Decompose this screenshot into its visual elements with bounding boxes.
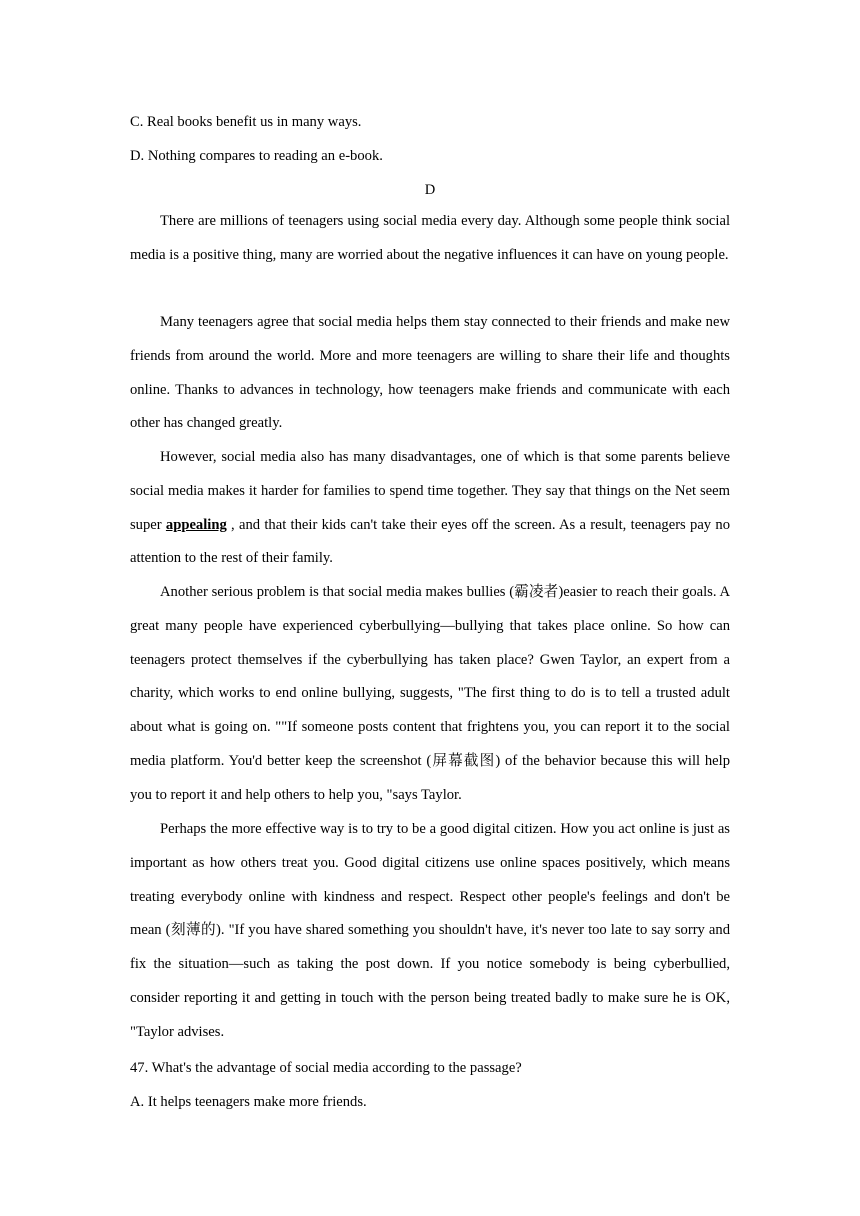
option-c: C. Real books benefit us in many ways. — [130, 114, 362, 130]
highlighted-word: appealing — [165, 516, 227, 533]
paragraph-2: Many teenagers agree that social media helps them stay connected to their friends and make new friends from around the world. More and more teenagers are willing to share their life and thoughts online. Thanks to advances in technology, how teenagers make friends and communicate with each other has changed greatly. — [130, 314, 730, 432]
paragraph-1: There are millions of teenagers using social media every day. Although some people think social media is a positive thing, many are worried about the negative influences it can have on young people. — [130, 213, 730, 263]
option-d: D. Nothing compares to reading an e-book. — [130, 148, 383, 164]
paragraph-3-text-before: However, social media also has many disadvantages, one of which is that some parents believe social media makes it harder for families to spend time together. They say that things on the Net seem super — [130, 449, 730, 533]
question-option-a: A. It helps teenagers make more friends. — [130, 1094, 367, 1110]
question-47: 47. What's the advantage of social media according to the passage? — [130, 1060, 522, 1076]
section-heading: D — [424, 182, 436, 198]
paragraph-4: Another serious problem is that social media makes bullies (霸凌者)easier to reach their goals. A great many people have experienced cyberbullying—bullying that takes place online. So how can teenagers protect themselves if the cyberbullying has taken place? Gwen Taylor, an expert from a charity, which works to end online bullying, suggests, "The first thing to do is to tell a trusted adult about what is going on. ""If someone posts content that frightens you, you can report it to the social media platform. You'd better keep the screenshot (屏幕截图) of the behavior because this will help you to report it and help others to help you, "says Taylor. — [130, 584, 730, 803]
paragraph-5: Perhaps the more effective way is to try to be a good digital citizen. How you act online is just as important as how others treat you. Good digital citizens use online spaces positively, which means treating everybody online with kindness and respect. Respect other people's feelings and don't be mean (刻薄的). "If you have shared something you shouldn't have, it's never too late to say sorry and fix the situation—such as taking the post down. If you notice somebody is being cyberbullied, consider reporting it and getting in touch with the person being treated badly to make sure he is OK, "Taylor advises. — [130, 821, 730, 1040]
paragraph-3 — [130, 441, 730, 576]
paragraph-3-text-after: , and that their kids can't take their eyes off the screen. As a result, teenagers pay no attention to the rest of their family. — [130, 516, 731, 567]
